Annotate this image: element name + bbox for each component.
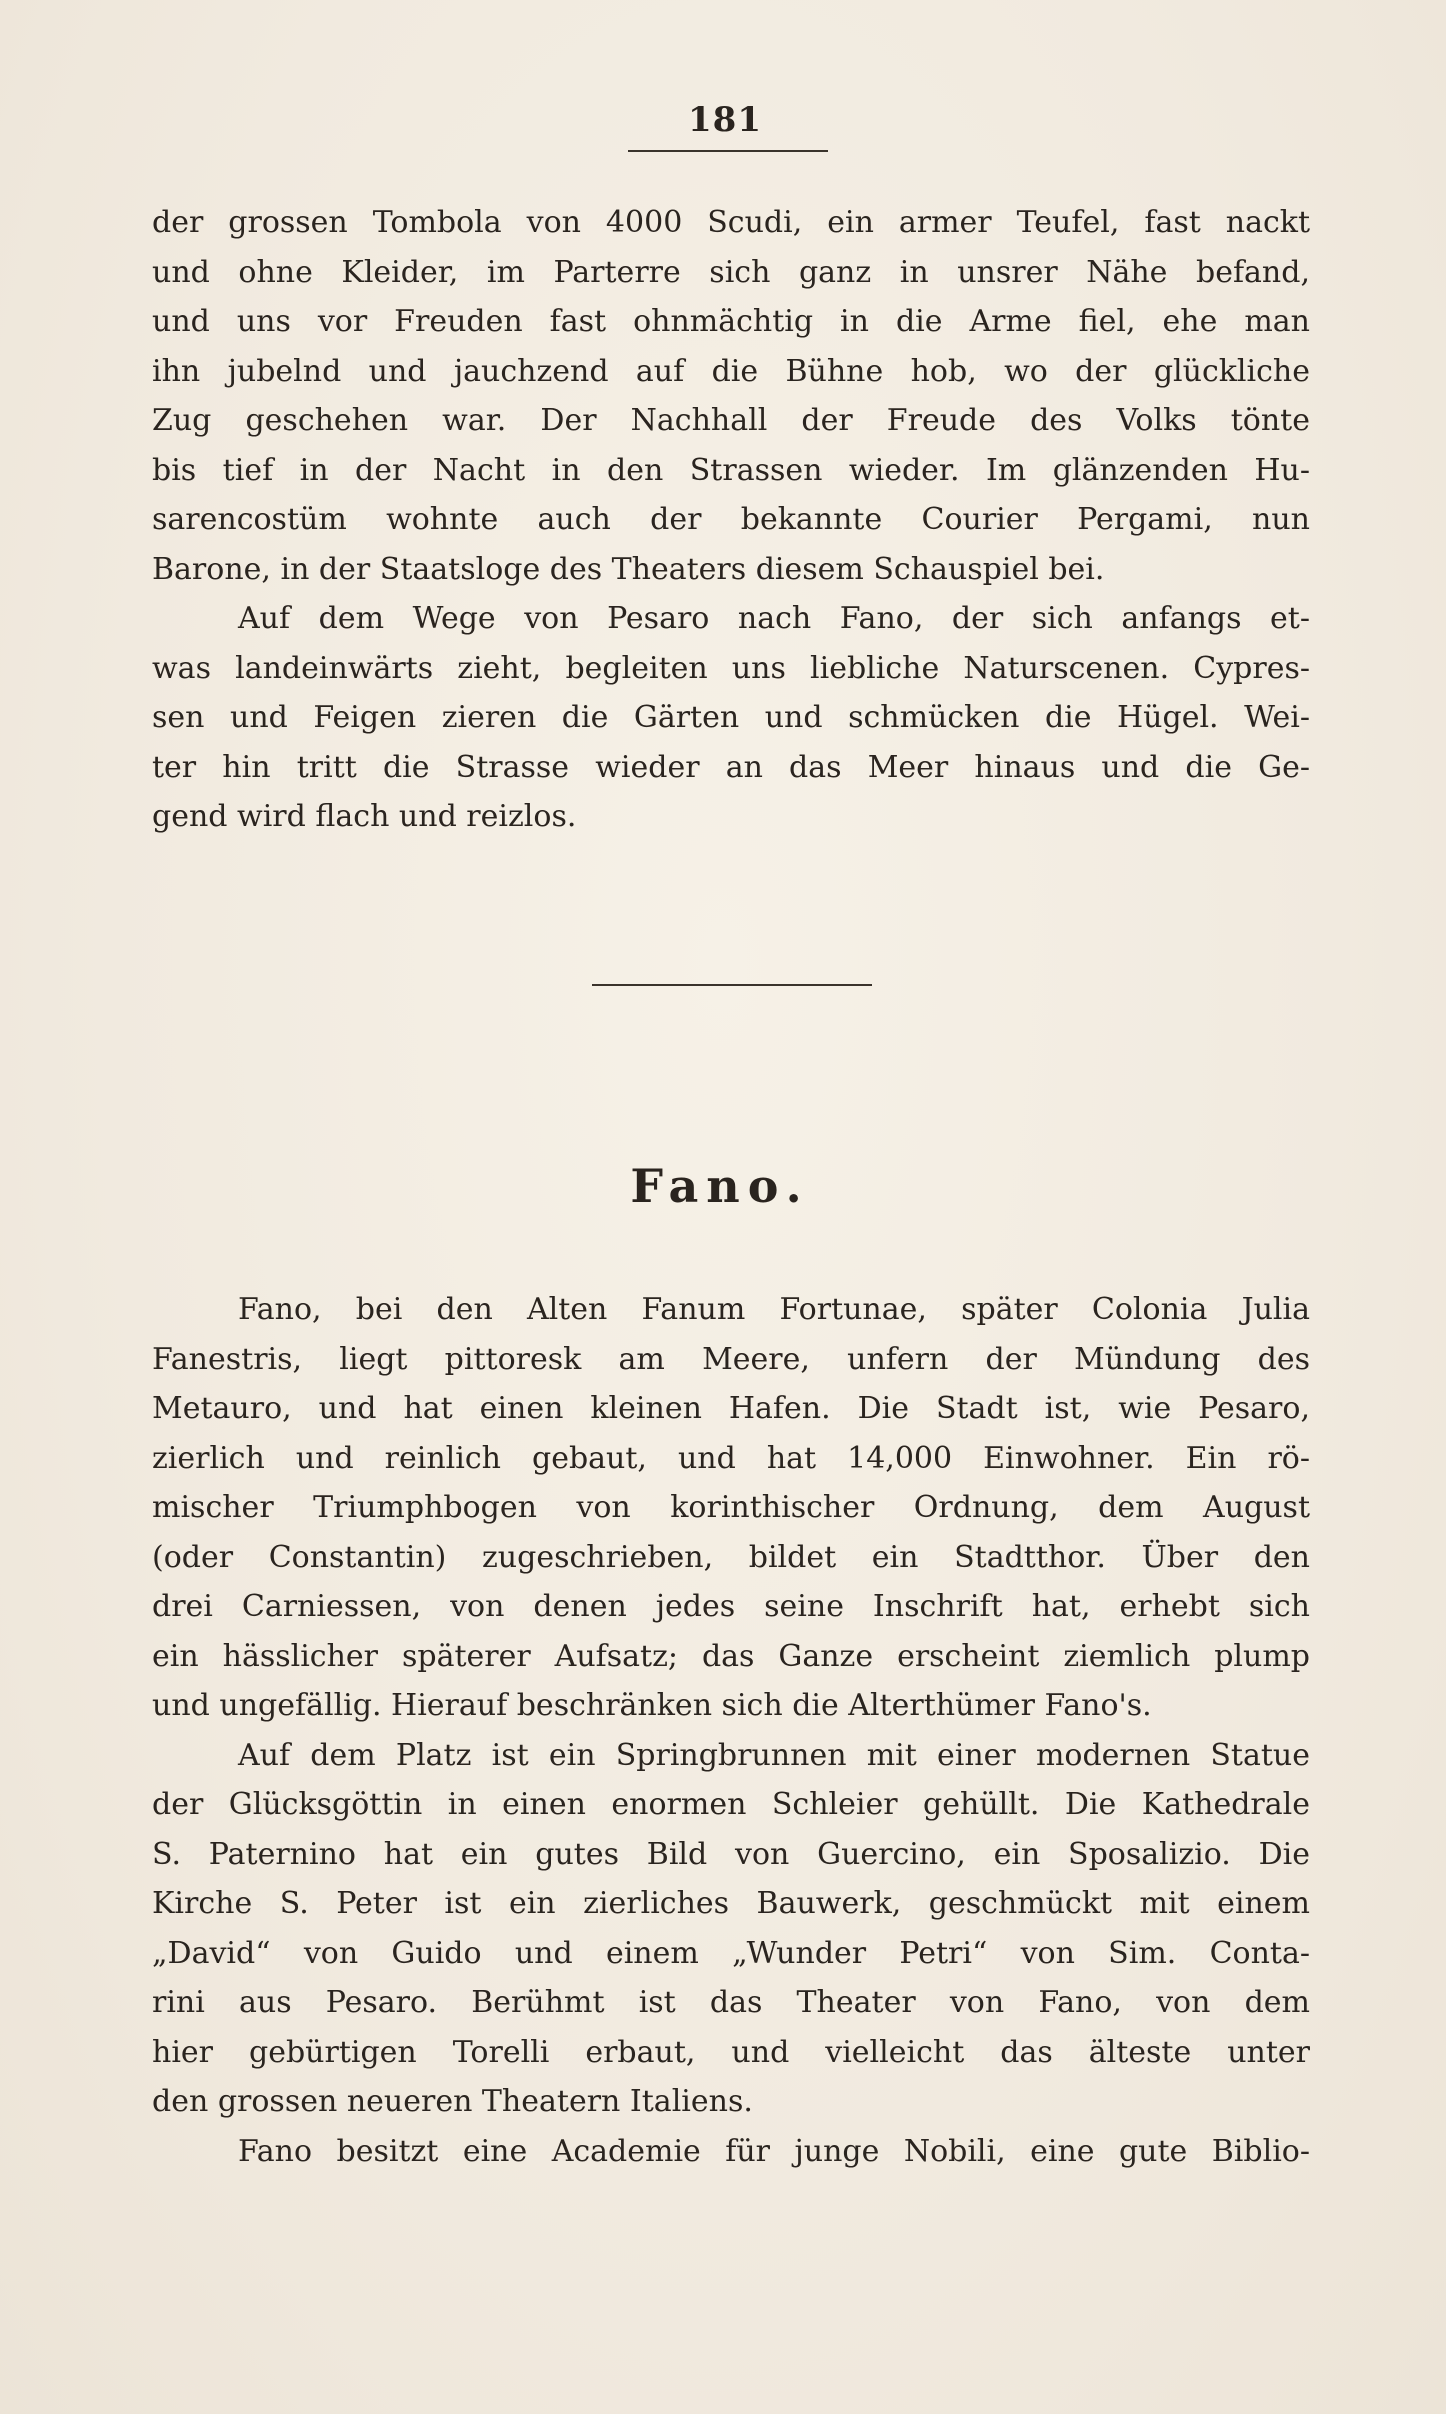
section-text-block [152, 1285, 1310, 2176]
text-line: „David“ von Guido und einem „Wunder Petri“ von Sim. Conta- [152, 1935, 1310, 1971]
text-line: (oder Constantin) zugeschrieben, bildet ein Stadtthor. Über den [152, 1539, 1310, 1575]
text-line: bis tief in der Nacht in den Strassen wieder. Im glänzenden Hu- [152, 452, 1310, 488]
text-line: Fanestris, liegt pittoresk am Meere, unfern der Mündung des [152, 1341, 1310, 1377]
text-line: sarencostüm wohnte auch der bekannte Courier Pergami, nun [152, 502, 1310, 537]
text-line: gend wird flach und reizlos. [152, 799, 577, 834]
text-line: Fano besitzt eine Academie für junge Nobili, eine gute Biblio- [238, 2133, 1310, 2169]
text-line: Auf dem Platz ist ein Springbrunnen mit einer modernen Statue [238, 1737, 1310, 1773]
text-line: S. Paternino hat ein gutes Bild von Guercino, ein Sposalizio. Die [152, 1836, 1310, 1872]
text-line: ihn jubelnd und jauchzend auf die Bühne hob, wo der glückliche [152, 353, 1310, 389]
top-text-block [152, 198, 1310, 842]
text-line: Zug geschehen war. Der Nachhall der Freude des Volks tönte [152, 403, 1310, 438]
text-line: was landeinwärts zieht, begleiten uns liebliche Naturscenen. Cypres- [152, 650, 1310, 686]
text-line: ter hin tritt die Strasse wieder an das Meer hinaus und die Ge- [152, 749, 1310, 785]
text-line: Kirche S. Peter ist ein zierliches Bauwerk, geschmückt mit einem [152, 1886, 1310, 1921]
text-line: den grossen neueren Theatern Italiens. [152, 2084, 753, 2119]
text-line: hier gebürtigen Torelli erbaut, und vielleicht das älteste unter [152, 2034, 1310, 2070]
text-line: der grossen Tombola von 4000 Scudi, ein armer Teufel, fast nackt [152, 205, 1310, 240]
paragraph [152, 2127, 1310, 2177]
text-line: sen und Feigen zieren die Gärten und schmücken die Hügel. Wei- [152, 700, 1310, 735]
text-line: der Glücksgöttin in einen enormen Schleier gehüllt. Die Kathedrale [152, 1787, 1310, 1822]
text-line: zierlich und reinlich gebaut, und hat 14,000 Einwohner. Ein rö- [152, 1440, 1310, 1476]
page-number: 181 [688, 100, 762, 140]
text-line: und ungefällig. Hierauf beschränken sich die Alterthümer Fano's. [152, 1688, 1152, 1723]
section-title: Fano. [630, 1159, 810, 1213]
paragraph [152, 1285, 1310, 1731]
text-line: rini aus Pesaro. Berühmt ist das Theater von Fano, von dem [152, 1985, 1310, 2020]
text-line: Auf dem Wege von Pesaro nach Fano, der sich anfangs et- [238, 601, 1310, 636]
paragraph [152, 1731, 1310, 2127]
section-divider [592, 984, 872, 986]
text-line: und ohne Kleider, im Parterre sich ganz in unsrer Nähe befand, [152, 254, 1310, 290]
text-line: Metauro, und hat einen kleinen Hafen. Die Stadt ist, wie Pesaro, [152, 1391, 1310, 1426]
page-number-rule [628, 150, 828, 152]
text-line: mischer Triumphbogen von korinthischer Ordnung, dem August [152, 1490, 1310, 1525]
text-line: Barone, in der Staatsloge des Theaters diesem Schauspiel bei. [152, 551, 1105, 587]
text-line: ein hässlicher späterer Aufsatz; das Ganze erscheint ziemlich plump [152, 1638, 1310, 1674]
paragraph [152, 594, 1310, 842]
text-line: Fano, bei den Alten Fanum Fortunae, später Colonia Julia [238, 1292, 1310, 1327]
text-line: drei Carniessen, von denen jedes seine Inschrift hat, erhebt sich [152, 1589, 1310, 1624]
paragraph [152, 198, 1310, 594]
text-line: und uns vor Freuden fast ohnmächtig in die Arme fiel, ehe man [152, 304, 1310, 339]
